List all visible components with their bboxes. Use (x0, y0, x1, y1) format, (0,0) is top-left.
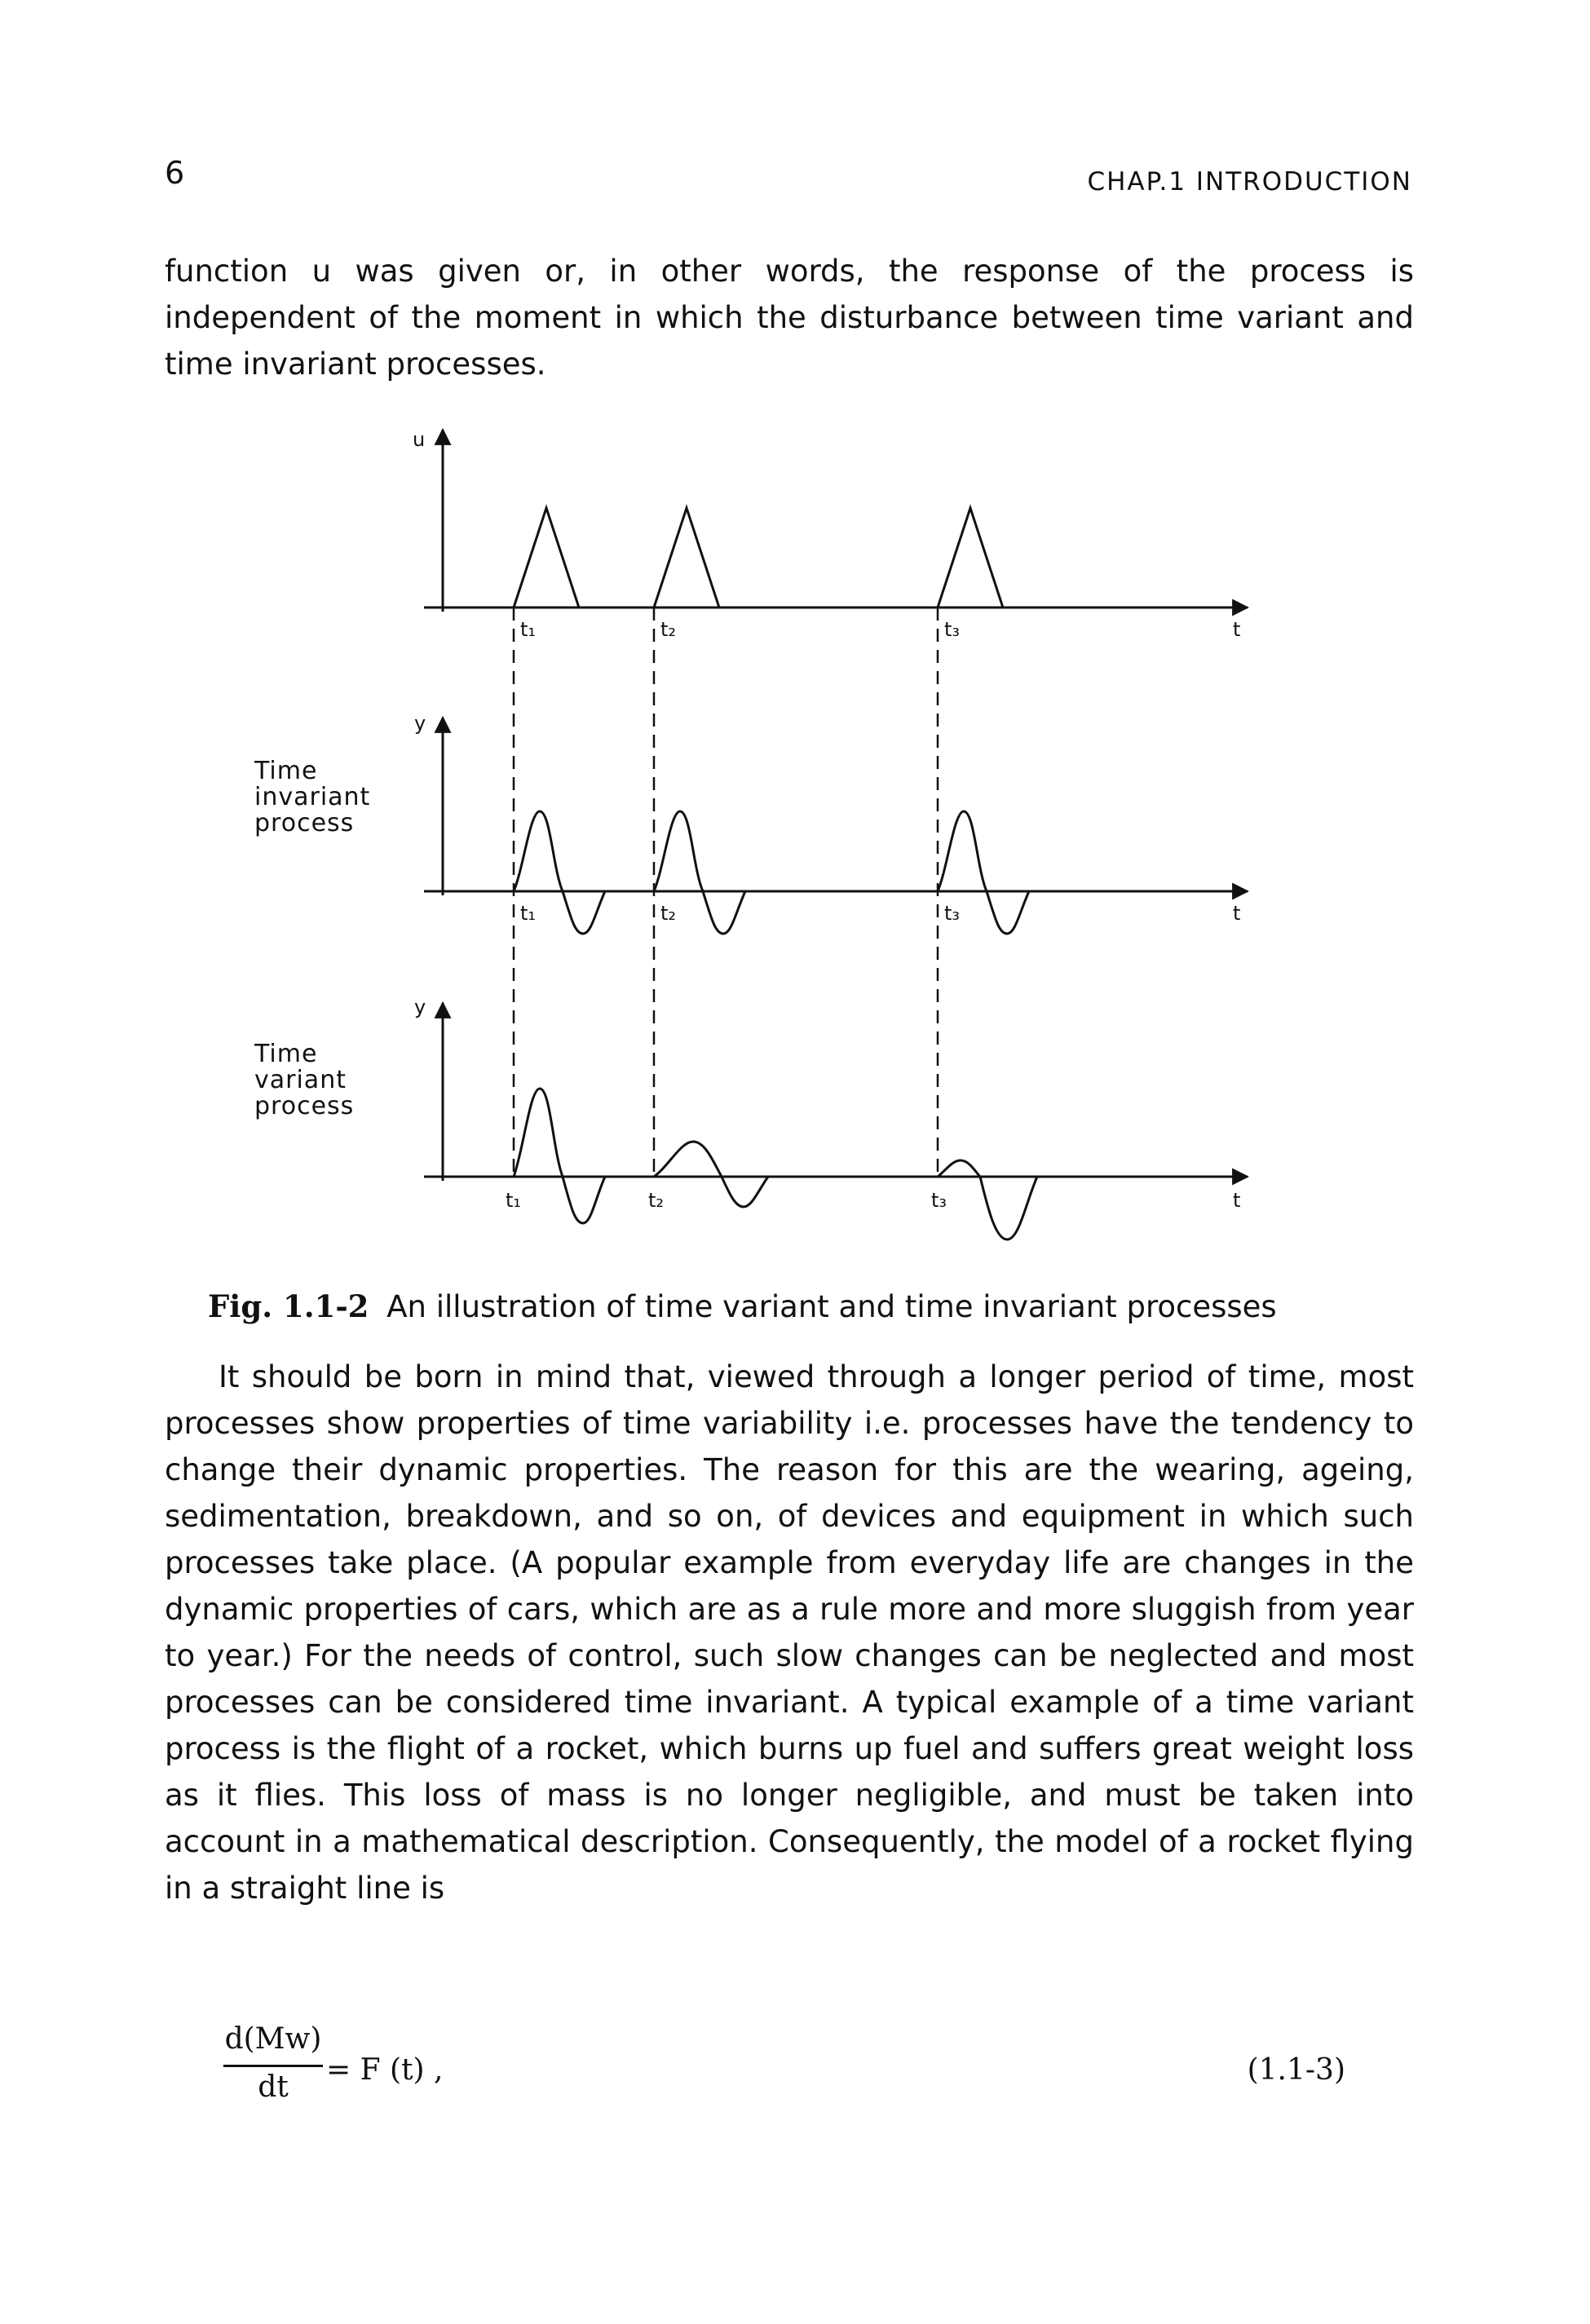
u-pulse-3 (938, 508, 1003, 608)
t-axis-label-middle: t (1233, 902, 1241, 925)
equation (220, 2022, 1362, 2128)
fraction-bar (223, 2065, 323, 2067)
y-axis-label-middle: y (414, 712, 426, 735)
time-label-middle-3: t₃ (944, 902, 961, 925)
page-number: 6 (165, 155, 185, 191)
time-label-top-2: t₂ (660, 618, 677, 641)
equation-rhs: = F (t) , (326, 2053, 444, 2087)
paragraph-2: It should be born in mind that, viewed through a longer period of time, most processes show properties of time variability i.e. processes have the tendency to change their dynamic properties. The reason for this are the wearing, ageing, sedimentation, breakdown, and so on, of devices and equipment in which such processes take place. (A popular example from everyday life are changes in the dynamic properties of cars, which are as a rule more and more sluggish from year to year.) For the needs of control, such slow changes can be neglected and most processes can be considered time invariant. A typical example of a time variant process is the flight of a rocket, which burns up fuel and suffers great weight loss as it flies. This loss of mass is no longer negligible, and must be taken into account in a mathematical description. Consequently, the model of a rocket flying in a straight line is (165, 1359, 1414, 1906)
side-label-invariant: Time invariant process (254, 757, 371, 837)
figure-diagram (236, 412, 1296, 1284)
t-axis-label-bottom: t (1233, 1189, 1241, 1212)
time-label-bottom-1: t₁ (506, 1189, 522, 1212)
caption-text: An illustration of time variant and time invariant processes (386, 1289, 1277, 1324)
u-pulse-1 (514, 508, 579, 608)
variant-response-3 (938, 1160, 1037, 1239)
t-axis-label-top: t (1233, 618, 1241, 641)
u-axis-label: u (413, 428, 426, 451)
time-label-middle-2: t₂ (660, 902, 677, 925)
running-head: CHAP.1 INTRODUCTION (1087, 167, 1412, 197)
variant-response-1 (514, 1089, 605, 1223)
time-label-bottom-2: t₂ (648, 1189, 665, 1212)
figure (236, 412, 1296, 1284)
denominator: dt (258, 2070, 289, 2104)
equation-number: (1.1-3) (1247, 2053, 1345, 2087)
fraction (220, 2022, 326, 2111)
variant-response-2 (654, 1142, 768, 1207)
figure-caption (208, 1287, 1277, 1327)
paragraph-1: function u was given or, in other words, the response of the process is independent of the moment in which the disturbance between time variant and time invariant processes. (165, 254, 1414, 382)
side-label-variant: Time variant process (254, 1040, 355, 1120)
y-axis-label-bottom: y (414, 996, 426, 1018)
time-label-bottom-3: t₃ (931, 1189, 947, 1212)
time-label-top-1: t₁ (520, 618, 537, 641)
u-pulse-2 (654, 508, 719, 608)
numerator: d(Mw) (224, 2022, 322, 2056)
time-label-middle-1: t₁ (520, 902, 537, 925)
figure-number: Fig. 1.1-2 (208, 1288, 369, 1324)
time-label-top-3: t₃ (944, 618, 961, 641)
